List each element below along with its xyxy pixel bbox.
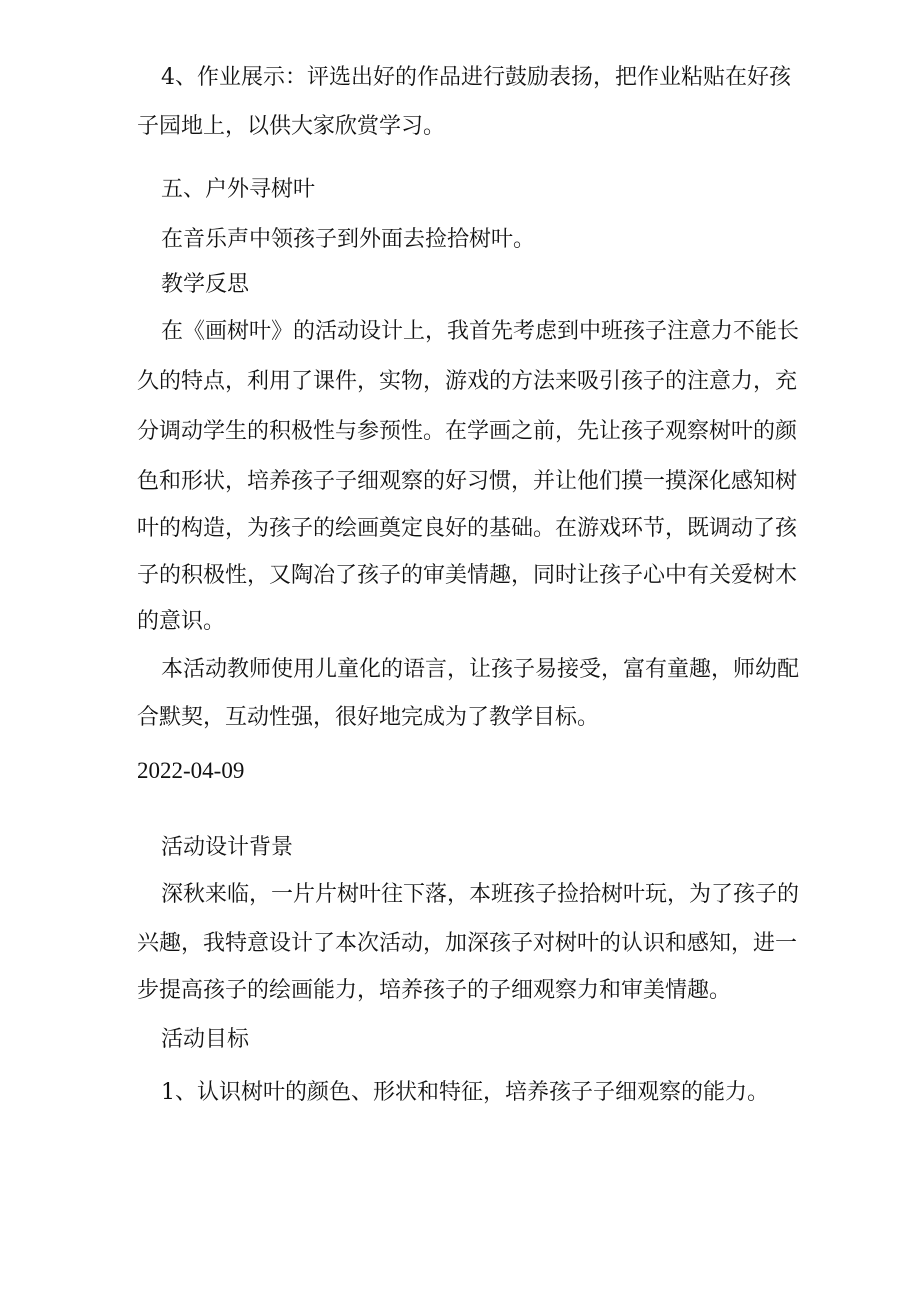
text-line: 步提高孩子的绘画能力，培养孩子的子细观察力和审美情趣。	[137, 978, 732, 1003]
text-line: 分调动学生的积极性与参预性。在学画之前，先让孩子观察树叶的颜	[137, 419, 798, 444]
text-line: 4、作业展示：评选出好的作品进行鼓励表扬，把作业粘贴在好孩	[161, 65, 791, 90]
text-line: 子园地上，以供大家欣赏学习。	[137, 114, 446, 139]
section-heading: 活动目标	[161, 1027, 250, 1052]
text-line: 合默契，互动性强，很好地完成为了教学目标。	[137, 705, 600, 730]
text-line: 的意识。	[137, 609, 226, 634]
section-heading: 教学反思	[161, 272, 250, 297]
text-line: 子的积极性，又陶冶了孩子的审美情趣，同时让孩子心中有关爱树木	[137, 563, 798, 588]
text-line: 在音乐声中领孩子到外面去捡拾树叶。	[161, 227, 536, 252]
text-line: 久的特点，利用了课件，实物，游戏的方法来吸引孩子的注意力，充	[137, 369, 798, 394]
text-line: 色和形状，培养孩子子细观察的好习惯，并让他们摸一摸深化感知树	[137, 469, 798, 494]
document-date: 2022-04-09	[137, 758, 245, 783]
text-line: 本活动教师使用儿童化的语言，让孩子易接受，富有童趣，师幼配	[161, 657, 800, 682]
text-line: 叶的构造，为孩子的绘画奠定良好的基础。在游戏环节，既调动了孩	[137, 516, 798, 541]
section-heading: 活动设计背景	[161, 835, 294, 860]
text-line: 深秋来临，一片片树叶往下落，本班孩子捡拾树叶玩，为了孩子的	[161, 882, 800, 907]
text-line: 兴趣，我特意设计了本次活动，加深孩子对树叶的认识和感知，进一	[137, 931, 798, 956]
text-line: 在《画树叶》的活动设计上，我首先考虑到中班孩子注意力不能长	[161, 319, 800, 344]
section-heading: 五、户外寻树叶	[161, 177, 316, 202]
text-line: 1、认识树叶的颜色、形状和特征，培养孩子子细观察的能力。	[161, 1080, 769, 1105]
